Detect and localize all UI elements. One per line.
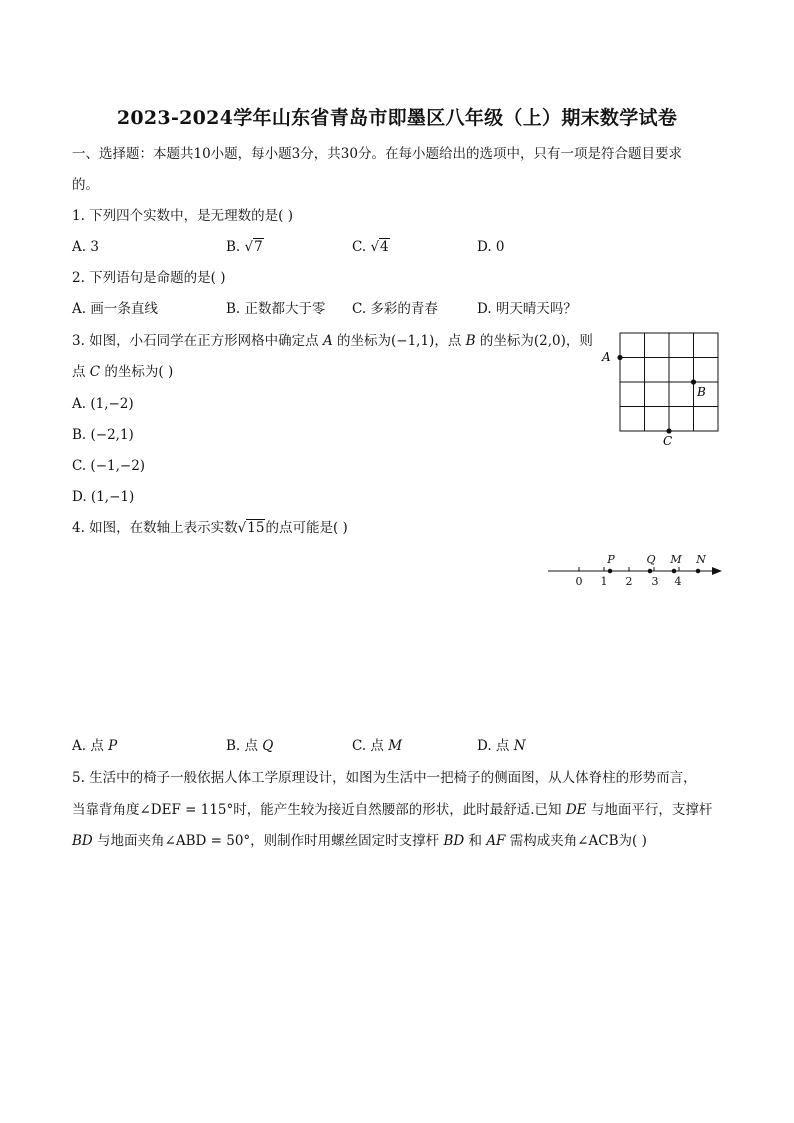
q3-point-b: B — [465, 333, 476, 349]
q4-option-d — [477, 736, 526, 756]
grid-label-b: B — [697, 385, 706, 399]
sqrt-symbol: √15 — [237, 520, 265, 536]
q3-stem-text: 的坐标为( ) — [100, 364, 174, 380]
q4-option-text: C. 点 — [352, 738, 389, 754]
point-n — [696, 569, 701, 574]
q4-option-text: B. 点 — [226, 738, 263, 754]
q4-number-line — [544, 548, 728, 590]
q1-option-c — [352, 237, 390, 257]
q5-segment-af: AF — [486, 833, 506, 849]
q5-stem-text: 需构成夹角∠ACB为( ) — [505, 833, 647, 849]
q5-segment-bd: BD — [72, 833, 93, 849]
q3-point-a: A — [322, 333, 333, 349]
point-q — [648, 569, 653, 574]
sqrt-symbol: √4 — [370, 239, 389, 255]
q3-option-a: A. (1,−2) — [72, 396, 134, 412]
q4-option-point: Q — [262, 738, 274, 754]
q3-stem-text: 3. 如图，小石同学在正方形网格中确定点 — [72, 333, 323, 349]
q4-option-point: P — [108, 738, 118, 754]
q4-stem-text: 的点可能是( ) — [265, 520, 348, 536]
q4-option-c — [352, 736, 402, 756]
point-label-p: P — [607, 553, 615, 566]
grid-lines — [620, 333, 718, 431]
q1-option-b-radicand: 7 — [254, 239, 263, 255]
grid-label-c: C — [663, 434, 673, 448]
tick-label-4: 4 — [674, 575, 682, 588]
section-instruction-line1: 一、选择题：本题共10小题，每小题3分，共30分。在每小题给出的选项中，只有一项是符合题目要求 — [72, 146, 682, 162]
tick-label-1: 1 — [600, 575, 608, 588]
q4-option-a — [72, 736, 117, 756]
q1-option-b — [226, 237, 264, 257]
q5-stem-text: 和 — [464, 833, 487, 849]
point-label-m: M — [670, 553, 682, 566]
page-title: 2023-2024学年山东省青岛市即墨区八年级（上）期末数学试卷 — [116, 107, 678, 129]
q4-option-point: N — [513, 738, 526, 754]
tick-label-3: 3 — [651, 575, 659, 588]
tick-label-2: 2 — [625, 575, 633, 588]
sqrt-symbol: √7 — [244, 239, 263, 255]
q1-option-c-prefix: C. — [352, 239, 371, 255]
q4-stem — [72, 518, 348, 538]
q5-segment-bd: BD — [443, 833, 465, 849]
grid-point-a — [617, 355, 622, 360]
q3-stem-line1 — [72, 331, 593, 351]
tick-label-0: 0 — [575, 575, 583, 588]
q3-point-c: C — [89, 364, 101, 380]
q4-option-point: M — [388, 738, 403, 754]
q1-option-a: A. 3 — [72, 239, 99, 255]
point-p — [608, 569, 613, 574]
q4-radicand: 15 — [247, 520, 265, 536]
q5-stem-text: 与地面平行，支撑杆 — [586, 802, 713, 818]
q2-option-b: B. 正数都大于零 — [226, 301, 326, 317]
q1-option-b-prefix: B. — [226, 239, 245, 255]
q4-option-b — [226, 736, 273, 756]
q4-stem-text: 4. 如图，在数轴上表示实数 — [72, 520, 238, 536]
q1-stem: 1. 下列四个实数中，是无理数的是( ) — [72, 208, 293, 224]
grid-point-b — [691, 379, 696, 384]
q3-stem-text: 点 — [72, 364, 90, 380]
q3-stem-line2 — [72, 362, 173, 382]
q5-stem-line1: 5. 生活中的椅子一般依据人体工学原理设计，如图为生活中一把椅子的侧面图，从人体脊柱的形势而言， — [72, 770, 697, 786]
q5-stem-line2 — [72, 800, 712, 820]
q5-segment-de: DE — [565, 802, 587, 818]
q1-option-c-radicand: 4 — [380, 239, 389, 255]
grid-label-a: A — [602, 350, 611, 364]
q5-stem-text: 当靠背角度∠DEF = 115°时，能产生较为接近自然腰部的形状，此时最舒适.已知 — [72, 802, 566, 818]
q3-option-b: B. (−2,1) — [72, 427, 134, 443]
q4-option-text: A. 点 — [72, 738, 109, 754]
q1-option-d: D. 0 — [477, 239, 505, 255]
q5-stem-text: 与地面夹角∠ABD = 50°，则制作时用螺丝固定时支撑杆 — [92, 833, 444, 849]
point-m — [672, 569, 677, 574]
axis-ticks — [579, 567, 679, 571]
q2-option-d: D. 明天晴天吗？ — [477, 301, 577, 317]
axis-arrow-icon — [712, 567, 722, 575]
q3-grid-figure — [596, 328, 726, 452]
q3-stem-text: 的坐标为(−1,1)，点 — [332, 333, 466, 349]
q2-option-c: C. 多彩的青春 — [352, 301, 438, 317]
q3-option-d: D. (1,−1) — [72, 489, 135, 505]
q4-option-text: D. 点 — [477, 738, 514, 754]
q2-stem: 2. 下列语句是命题的是( ) — [72, 270, 226, 286]
point-label-n: N — [696, 553, 706, 566]
q3-stem-text: 的坐标为(2,0)，则 — [475, 333, 593, 349]
q2-option-a: A. 画一条直线 — [72, 301, 158, 317]
q3-option-c: C. (−1,−2) — [72, 458, 146, 474]
section-instruction-line2: 的。 — [72, 177, 99, 193]
point-label-q: Q — [646, 553, 656, 566]
grid-point-c — [666, 428, 671, 433]
q5-stem-line3 — [72, 831, 647, 851]
